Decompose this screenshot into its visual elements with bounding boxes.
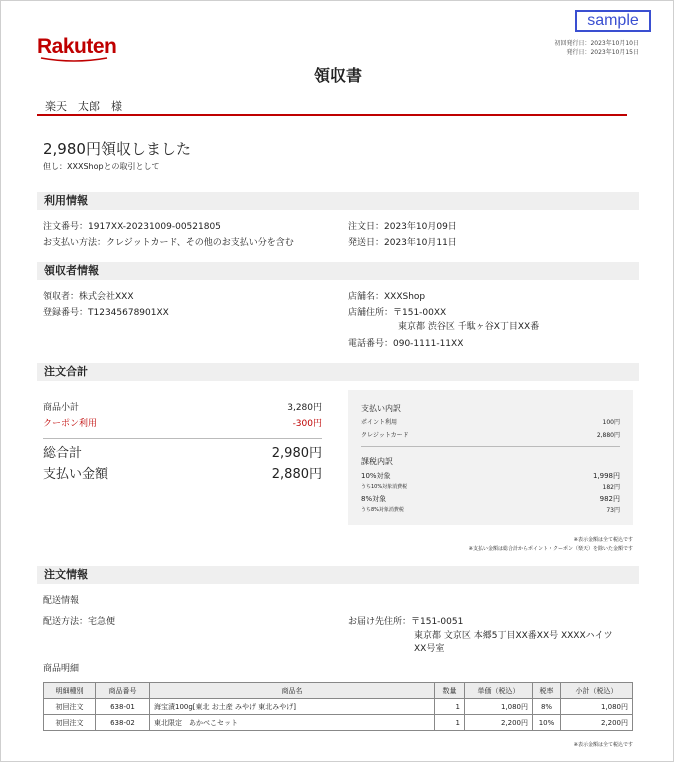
pay-breakdown-heading: 支払い内訳 [361, 404, 401, 413]
tax-included-note: ※表示金額は全て税込です [573, 537, 633, 543]
payment-breakdown-box [348, 390, 633, 525]
tax8-value: 982円 [599, 495, 620, 503]
col-qty: 数量 [435, 683, 465, 699]
delivery-method: 配送方法：宅急便 [43, 617, 116, 627]
row-tax-rate: 10% [533, 715, 561, 731]
total-label: 総合計 [43, 446, 83, 461]
row-item-name: 東北限定 あかべこセット [150, 715, 435, 731]
row-subtotal: 1,080円 [561, 699, 633, 715]
subtotal-value: 3,280円 [287, 403, 322, 413]
shop-name: 店舗名：XXXShop [348, 292, 426, 302]
shop-tel: 電話番号：090-1111-11XX [348, 339, 464, 349]
delivery-address-line3: XX号室 [414, 644, 445, 654]
items-heading: 商品明細 [43, 664, 80, 674]
table-row [44, 715, 633, 731]
col-unit-price: 単価（税込） [465, 683, 533, 699]
col-item-name: 商品名 [150, 683, 435, 699]
row-tax-rate: 8% [533, 699, 561, 715]
card-label: クレジットカード [361, 432, 409, 439]
first-issue-date: 初回発行日：2023年10月10日 [554, 40, 639, 47]
delivery-address-line1: お届け先住所：〒151-0051 [348, 617, 464, 627]
row-item-name: 海宝漬100g[東北 お土産 みやげ 東北みやげ] [150, 699, 435, 715]
row-type: 初回注文 [44, 715, 96, 731]
col-tax-rate: 税率 [533, 683, 561, 699]
row-qty: 1 [435, 715, 465, 731]
breakdown-divider [361, 446, 620, 447]
registration-number: 登録番号：T12345678901XX [43, 308, 169, 318]
payment-method: お支払い方法：クレジットカード、その他のお支払い分を含む [43, 238, 294, 248]
section-issuer-info: 領収者情報 [37, 262, 639, 280]
table-row [44, 699, 633, 715]
tax10-inc-value: 182円 [602, 484, 620, 491]
point-value: 100円 [602, 419, 620, 426]
section-order-total: 注文合計 [37, 363, 639, 381]
sample-watermark: sample [575, 10, 651, 32]
row-unit-price: 1,080円 [465, 699, 533, 715]
issue-dates [554, 39, 639, 57]
total-value: 2,980円 [271, 446, 322, 461]
subtotal-label: 商品小計 [43, 403, 80, 413]
delivery-heading: 配送情報 [43, 596, 80, 606]
delivery-address-line2: 東京都 文京区 本郷5丁目XX番XX号 XXXXハイツ [414, 631, 613, 641]
subtotal-divider [43, 438, 322, 439]
pay-value: 2,880円 [271, 467, 322, 482]
tax10-value: 1,998円 [592, 472, 620, 480]
table-footnote: ※表示金額は全て税込です [573, 742, 633, 748]
tax-breakdown-heading: 課税内訳 [361, 457, 393, 466]
receipt-purpose: 但し：XXXShopとの取引として [43, 162, 160, 171]
issue-date: 発行日：2023年10月15日 [566, 49, 639, 56]
tax8-inc-value: 73円 [606, 507, 620, 514]
row-item-no: 638-01 [96, 699, 150, 715]
coupon-label: クーポン利用 [43, 419, 98, 429]
customer-divider [37, 114, 627, 116]
row-type: 初回注文 [44, 699, 96, 715]
pay-label: 支払い金額 [43, 467, 109, 482]
section-order-info: 注文情報 [37, 566, 639, 584]
customer-name: 楽天 太郎 様 [45, 100, 122, 113]
shop-address-line1: 店舗住所：〒151-00XX [348, 308, 447, 318]
coupon-value: -300円 [292, 419, 322, 429]
shop-address-line2: 東京都 渋谷区 千駄ヶ谷X丁目XX番 [398, 322, 540, 332]
tax8-label: 8%対象 [361, 495, 387, 503]
col-item-no: 商品番号 [96, 683, 150, 699]
row-item-no: 638-02 [96, 715, 150, 731]
ship-date: 発送日：2023年10月11日 [348, 238, 457, 248]
section-usage-info: 利用情報 [37, 192, 639, 210]
order-number: 注文番号：1917XX-20231009-00521805 [43, 222, 221, 232]
receiver-name: 領収者：株式会社XXX [43, 292, 134, 302]
tax10-inc-label: うち10%対象消費税 [361, 484, 408, 490]
rakuten-logo: Rakuten [37, 35, 117, 58]
payment-note: ※支払い金額は総合計からポイント・クーポン（楽天）を除いた金額です [468, 546, 633, 552]
order-date: 注文日：2023年10月09日 [348, 222, 457, 232]
received-amount: 2,980円領収しました [43, 140, 191, 158]
page-title: 領収書 [313, 66, 362, 85]
row-subtotal: 2,200円 [561, 715, 633, 731]
col-subtotal: 小計（税込） [561, 683, 633, 699]
col-type: 明細種別 [44, 683, 96, 699]
row-unit-price: 2,200円 [465, 715, 533, 731]
row-qty: 1 [435, 699, 465, 715]
tax10-label: 10%対象 [361, 472, 391, 480]
items-table-header [44, 683, 633, 699]
items-table [43, 682, 633, 731]
card-value: 2,880円 [596, 432, 620, 439]
tax8-inc-label: うち8%対象消費税 [361, 507, 404, 513]
point-label: ポイント利用 [361, 419, 398, 426]
